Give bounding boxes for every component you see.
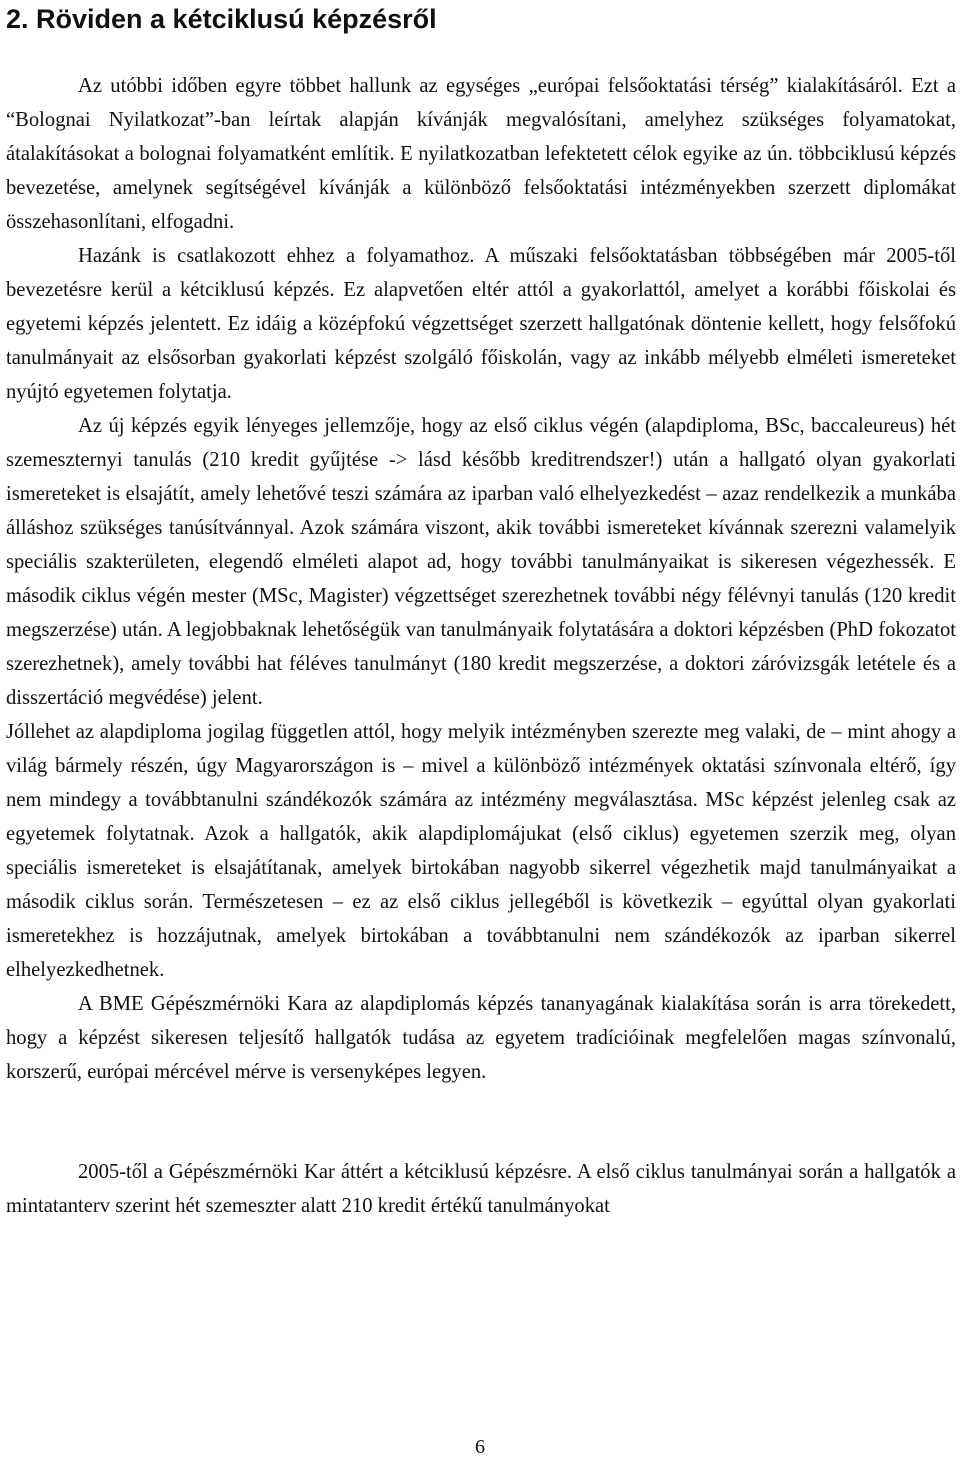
paragraph-hungary: Hazánk is csatlakozott ehhez a folyamathoz. A műszaki felsőoktatásban többségében már 2005-től bevezetésre kerül a kétciklusú képzés. Ez alapvetően eltér attól a gyakorlattól, amelyet a korábbi főiskolai és egyetemi képzés jelentett. Ez idáig a középfokú végzettséget szerzett hallgatónak döntenie kellett, hogy felsőfokú tanulmányait az elsősorban gyakorlati képzést szolgáló főiskolán, vagy az inkább mélyebb elméleti ismereteket nyújtó egyetemen folytatja. xyxy=(6,245,956,403)
paragraph-intro: Az utóbbi időben egyre többet hallunk az egységes „európai felsőoktatási térség” kialakításáról. Ezt a “Bolognai Nyilatkozat”-ban leírtak alapján kívánják megvalósítani, amelyhez szükséges folyamatokat, átalakításokat a bolognai folyamatként említik. E nyilatkozatban lefektetett célok egyike az ún. többciklusú képzés bevezetése, amelynek segítségével kívánják a különböző felsőoktatási intézményekben szerzett diplomákat összehasonlítani, elfogadni. xyxy=(6,75,956,233)
page-number: 6 xyxy=(475,1436,485,1458)
paragraph-institution: Jóllehet az alapdiploma jogilag független attól, hogy melyik intézményben szerezte meg valaki, de – mint ahogy a világ bármely részén, úgy Magyarországon is – mivel a különböző intézmények oktatási színvonala eltérő, így nem mindegy a továbbtanulni szándékozók számára az intézmény megválasztása. MSc képzést jelenleg csak az egyetemek folytatnak. Azok a hallgatók, akik alapdiplomájukat (első ciklus) egyetemen szerzik meg, olyan speciális ismereteket is elsajátítanak, amelyek birtokában nagyobb sikerrel végezhetik majd tanulmányaikat a második ciklus során. Természetesen – ez az első ciklus jellegéből is következik – egyúttal olyan gyakorlati ismeretekhez is hozzájutnak, amelyek birtokában a továbbtanulni nem szándékozók az iparban sikerrel elhelyezkedhetnek. xyxy=(6,721,956,981)
document-page xyxy=(6,0,956,1223)
paragraph-2005: 2005-től a Gépészmérnöki Kar áttért a kétciklusú képzésre. A első ciklus tanulmányai során a hallgatók a mintatanterv szerint hét szemeszter alatt 210 kredit értékű tanulmányokat xyxy=(6,1161,956,1217)
paragraph-new-training: Az új képzés egyik lényeges jellemzője, hogy az első ciklus végén (alapdiploma, BSc, baccaleureus) hét szemeszternyi tanulás (210 kredit gyűjtése -> lásd később kreditrendszer!) után a hallgató olyan gyakorlati ismereteket is elsajátít, amely lehetővé teszi számára az iparban való elhelyezkedést – azaz rendelkezik a munkába álláshoz szükséges tanúsítvánnyal. Azok számára viszont, akik további ismereteket kívánnak szerezni valamelyik speciális szakterületen, elegendő elméleti alapot ad, hogy további tanulmányaikat is sikeresen végezhessék. E második ciklus végén mester (MSc, Magister) végzettséget szerezhetnek további négy félévnyi tanulás (120 kredit megszerzése) után. A legjobbaknak lehetőségük van tanulmányaik folytatására a doktori képzésben (PhD fokozatot szerezhetnek), amely további hat féléves tanulmányt (180 kredit megszerzése, a doktori záróvizsgák letétele és a disszertáció megvédése) jelent. xyxy=(6,415,956,709)
section-heading: 2. Röviden a kétciklusú képzésről xyxy=(6,4,437,34)
paragraph-bme: A BME Gépészmérnöki Kara az alapdiplomás képzés tananyagának kialakítása során is arra törekedett, hogy a képzést sikeresen teljesítő hallgatók tudása az egyetem tradícióinak megfelelően magas színvonalú, korszerű, európai mércével mérve is versenyképes legyen. xyxy=(6,993,956,1083)
